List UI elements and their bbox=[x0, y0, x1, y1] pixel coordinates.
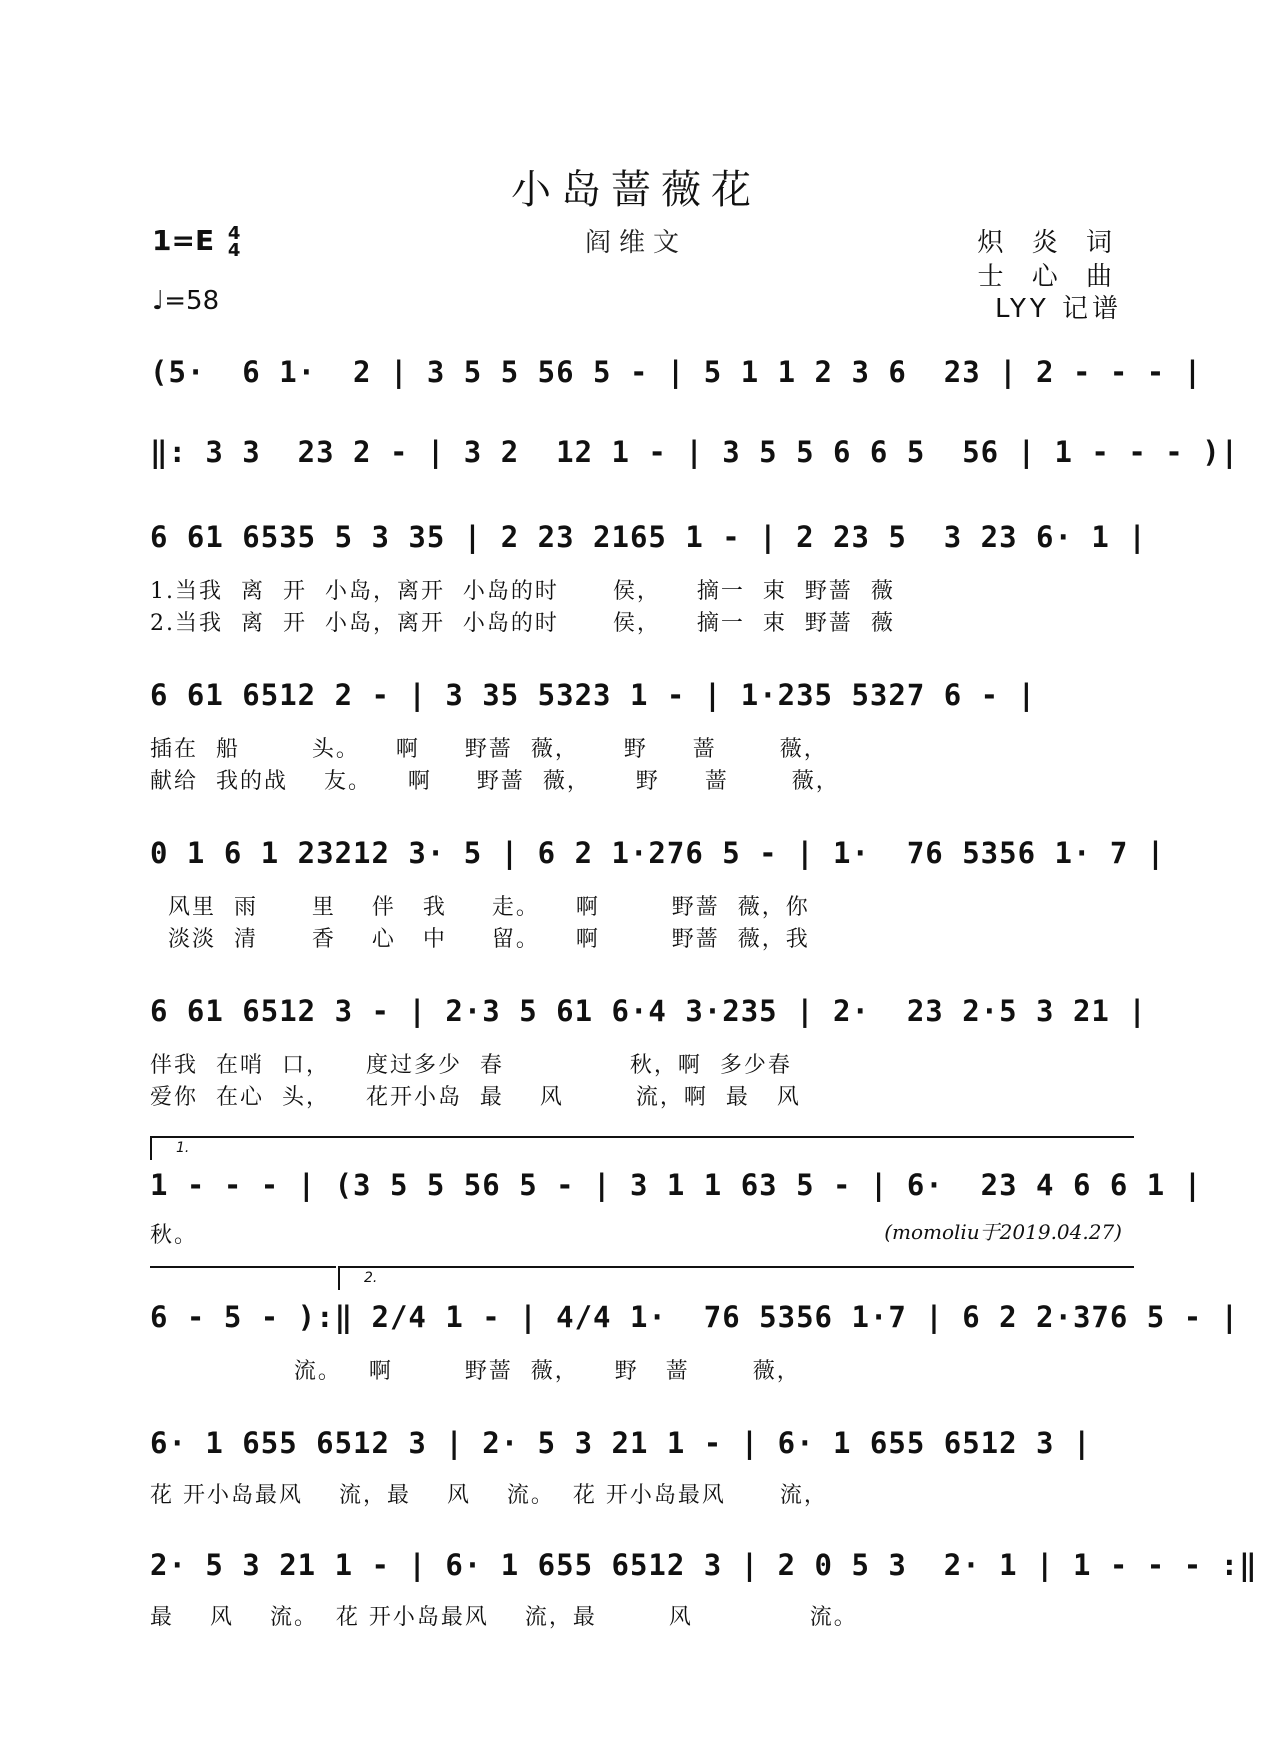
lyric-line-6-verse-1: 伴我 在哨 口， 度过多少 春 秋，啊 多少春 bbox=[150, 1053, 792, 1078]
notes-line-4: 6 61 6512 2 - | 3 35 5323 1 - | 1·235 5327 6 - | bbox=[150, 678, 1037, 712]
lyric-line-5-verse-2: 淡淡 清 香 心 中 留。 啊 野蔷 薇，我 bbox=[150, 927, 810, 952]
time-sig-bottom: 4 bbox=[227, 240, 241, 261]
transcriber-credit: LYY 记谱 bbox=[994, 294, 1122, 324]
singer-name: 阎维文 bbox=[584, 228, 687, 258]
lyric-line-4-verse-2: 献给 我的战 友。 啊 野蔷 薇， 野 蔷 薇， bbox=[150, 769, 840, 794]
staff-line-2 bbox=[150, 425, 1240, 479]
notes-line-1: (5· 6 1· 2 | 3 5 5 56 5 - | 5 1 1 2 3 6 23 | 2 - - - | bbox=[150, 355, 1203, 389]
notes-line-6: 6 61 6512 3 - | 2·3 5 61 6·4 3·235 | 2· 23 2·5 3 21 | bbox=[150, 994, 1147, 1028]
time-sig-top: 4 bbox=[227, 223, 241, 244]
lyric-line-10: 最 风 流。 花 开小岛最风 流，最 风 流。 bbox=[150, 1605, 858, 1630]
notes-line-3: 6 61 6535 5 3 35 | 2 23 2165 1 - | 2 23 5 3 23 6· 1 | bbox=[150, 520, 1147, 554]
notes-line-2: ‖: 3 3 23 2 - | 3 2 12 1 - | 3 5 5 6 6 5 56 | 1 - - - )| bbox=[150, 435, 1240, 469]
staff-line-5 bbox=[150, 826, 1166, 880]
notes-line-5: 0 1 6 1 23212 3· 5 | 6 2 1·276 5 - | 1· 76 5356 1· 7 | bbox=[150, 836, 1166, 870]
composer-credit: 士 心 曲 bbox=[977, 262, 1122, 292]
staff-line-3 bbox=[150, 510, 1147, 564]
staff-line-8 bbox=[150, 1290, 1240, 1344]
lyric-line-9: 花 开小岛最风 流，最 风 流。 花 开小岛最风 流， bbox=[150, 1483, 828, 1508]
time-signature bbox=[228, 225, 241, 259]
staff-line-4 bbox=[150, 668, 1132, 722]
tempo-marking: ♩=58 bbox=[152, 286, 220, 316]
lyric-line-4-verse-1: 插在 船 头。 啊 野蔷 薇， 野 蔷 薇， bbox=[150, 737, 828, 762]
staff-line-7 bbox=[150, 1158, 1203, 1212]
notes-line-9: 6· 1 655 6512 3 | 2· 5 3 21 1 - | 6· 1 655 6512 3 | bbox=[150, 1426, 1092, 1460]
key-signature bbox=[152, 224, 240, 259]
notes-line-10: 2· 5 3 21 1 - | 6· 1 655 6512 3 | 2 0 5 3 2· 1 | 1 - - - :‖ bbox=[150, 1548, 1258, 1582]
notes-line-8: 6 - 5 - ):‖ 2/4 1 - | 4/4 1· 76 5356 1·7 | 6 2 2·376 5 - | bbox=[150, 1300, 1240, 1334]
first-ending-label: 1. bbox=[176, 1140, 190, 1156]
song-title: 小岛蔷薇花 bbox=[511, 167, 761, 213]
staff-line-1 bbox=[150, 345, 1203, 399]
lyric-line-3-verse-1: 1.当我 离 开 小岛，离开 小岛的时 侯， 摘一 束 野蔷 薇 bbox=[150, 579, 895, 604]
transcriber-signature: (momoliu于2019.04.27) bbox=[884, 1220, 1122, 1244]
second-ending-bracket bbox=[338, 1266, 1134, 1290]
staff-line-10 bbox=[150, 1538, 1258, 1592]
lyric-line-3-verse-2: 2.当我 离 开 小岛，离开 小岛的时 侯， 摘一 束 野蔷 薇 bbox=[150, 611, 895, 636]
notes-line-7: 1 - - - | (3 5 5 56 5 - | 3 1 1 63 5 - | 6· 23 4 6 6 1 | bbox=[150, 1168, 1203, 1202]
lyric-line-8: 流。 啊 野蔷 薇， 野 蔷 薇， bbox=[150, 1359, 801, 1384]
staff-line-6 bbox=[150, 984, 1147, 1038]
second-ending-label: 2. bbox=[364, 1270, 378, 1286]
lyricist-credit: 炽 炎 词 bbox=[977, 228, 1122, 258]
first-ending-bracket-continuation bbox=[150, 1266, 336, 1268]
lyric-line-5-verse-1: 风里 雨 里 伴 我 走。 啊 野蔷 薇，你 bbox=[150, 895, 810, 920]
lyric-line-6-verse-2: 爱你 在心 头， 花开小岛 最 风 流，啊 最 风 bbox=[150, 1085, 801, 1110]
first-ending-bracket bbox=[150, 1136, 1134, 1160]
staff-line-9 bbox=[150, 1416, 1132, 1470]
key-label: 1=E bbox=[152, 224, 215, 257]
lyric-line-7: 秋。 bbox=[150, 1223, 199, 1248]
